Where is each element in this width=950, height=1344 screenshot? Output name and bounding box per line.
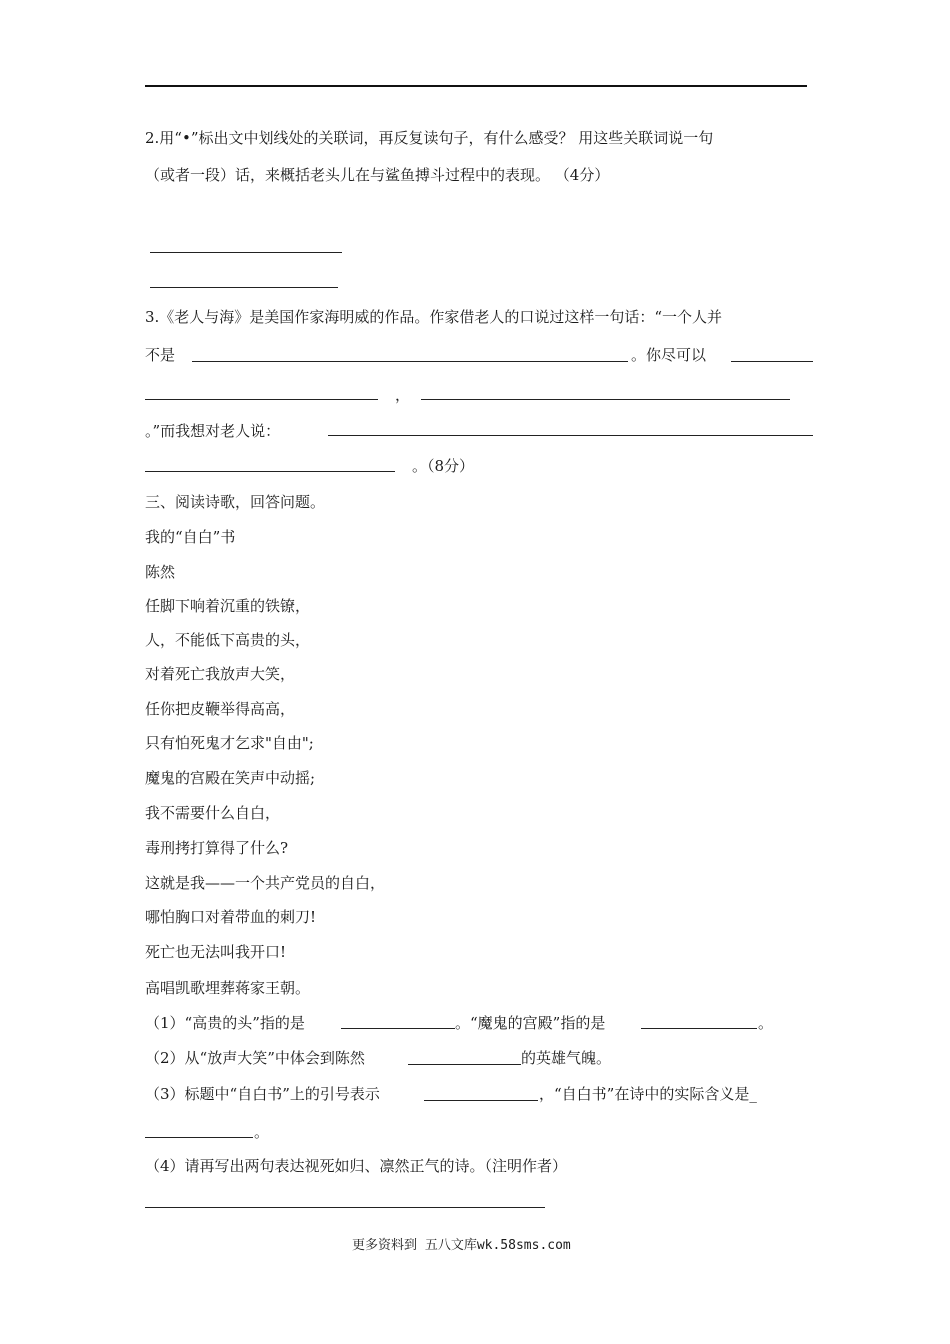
q3-blank-6 xyxy=(145,471,395,472)
poem-line: 人，不能低下高贵的头， xyxy=(145,631,311,649)
poem-author: 陈然 xyxy=(145,563,176,581)
poem-line: 高唱凯歌埋葬蒋家王朝。 xyxy=(145,979,311,997)
q3-line2-pre: 不是 xyxy=(145,346,176,364)
q3-line4-pre: 。”而我想对老人说： xyxy=(145,422,281,440)
q3-line1: 3.《老人与海》是美国作家海明威的作品。作家借老人的口说过这样一句话：“一个人并 xyxy=(145,308,722,326)
sub-q3-c: 。 xyxy=(254,1123,270,1141)
poem-title: 我的“自白”书 xyxy=(145,528,236,546)
sub-q1-blank-2 xyxy=(641,1028,757,1029)
sub-q4: （4）请再写出两句表达视死如归、凛然正气的诗。（注明作者） xyxy=(145,1157,568,1175)
poem-line: 魔鬼的宫殿在笑声中动摇; xyxy=(145,769,316,787)
sub-q3-blank-2 xyxy=(145,1137,253,1138)
top-rule xyxy=(145,85,807,87)
poem-line: 对着死亡我放声大笑， xyxy=(145,665,296,683)
sub-q2-a: （2）从“放声大笑”中体会到陈然 xyxy=(145,1049,365,1067)
q2-line1: 2.用“•”标出文中划线处的关联词，再反复读句子，有什么感受？ 用这些关联词说一句 xyxy=(145,129,714,147)
q3-blank-4 xyxy=(421,399,790,400)
poem-line: 哪怕胸口对着带血的刺刀! xyxy=(145,908,317,926)
q3-blank-5 xyxy=(328,435,813,436)
q2-answer-line-1 xyxy=(150,252,342,253)
footer-text: 更多资料到 五八文库wk.58sms.com xyxy=(352,1238,571,1253)
sub-q4-answer-line xyxy=(145,1207,545,1208)
q2-line2: （或者一段）话，来概括老头儿在与鲨鱼搏斗过程中的表现。 （4分） xyxy=(145,166,610,184)
sub-q3-blank-1 xyxy=(424,1100,538,1101)
q3-blank-2 xyxy=(731,361,813,362)
q3-line2-post: 。你尽可以 xyxy=(631,346,707,364)
sub-q2-b: 的英雄气魄。 xyxy=(521,1049,612,1067)
poem-line: 死亡也无法叫我开口! xyxy=(145,943,287,961)
poem-line: 任脚下响着沉重的铁镣， xyxy=(145,597,311,615)
poem-line: 毒刑拷打算得了什么? xyxy=(145,839,289,857)
q3-blank-3 xyxy=(145,399,378,400)
q3-line5-post: 。（8分） xyxy=(412,457,475,475)
sub-q1-b: 。“魔鬼的宫殿”指的是 xyxy=(455,1014,606,1032)
section3-heading: 三、阅读诗歌，回答问题。 xyxy=(145,493,326,511)
poem-line: 我不需要什么自白， xyxy=(145,804,281,822)
poem-line: 只有怕死鬼才乞求"自由"; xyxy=(145,734,314,752)
sub-q2-blank xyxy=(408,1064,521,1065)
q3-line3-comma: ， xyxy=(395,386,411,404)
sub-q3-a: （3）标题中“自白书”上的引号表示 xyxy=(145,1085,380,1103)
q3-blank-1 xyxy=(192,361,628,362)
poem-line: 任你把皮鞭举得高高， xyxy=(145,700,296,718)
sub-q1-blank-1 xyxy=(341,1028,455,1029)
poem-line: 这就是我——一个共产党员的自白， xyxy=(145,874,386,892)
sub-q1-a: （1）“高贵的头”指的是 xyxy=(145,1014,305,1032)
sub-q1-c: 。 xyxy=(758,1014,774,1032)
q2-answer-line-2 xyxy=(150,287,338,288)
sub-q3-b: ，“自白书”在诗中的实际含义是_ xyxy=(539,1085,757,1103)
